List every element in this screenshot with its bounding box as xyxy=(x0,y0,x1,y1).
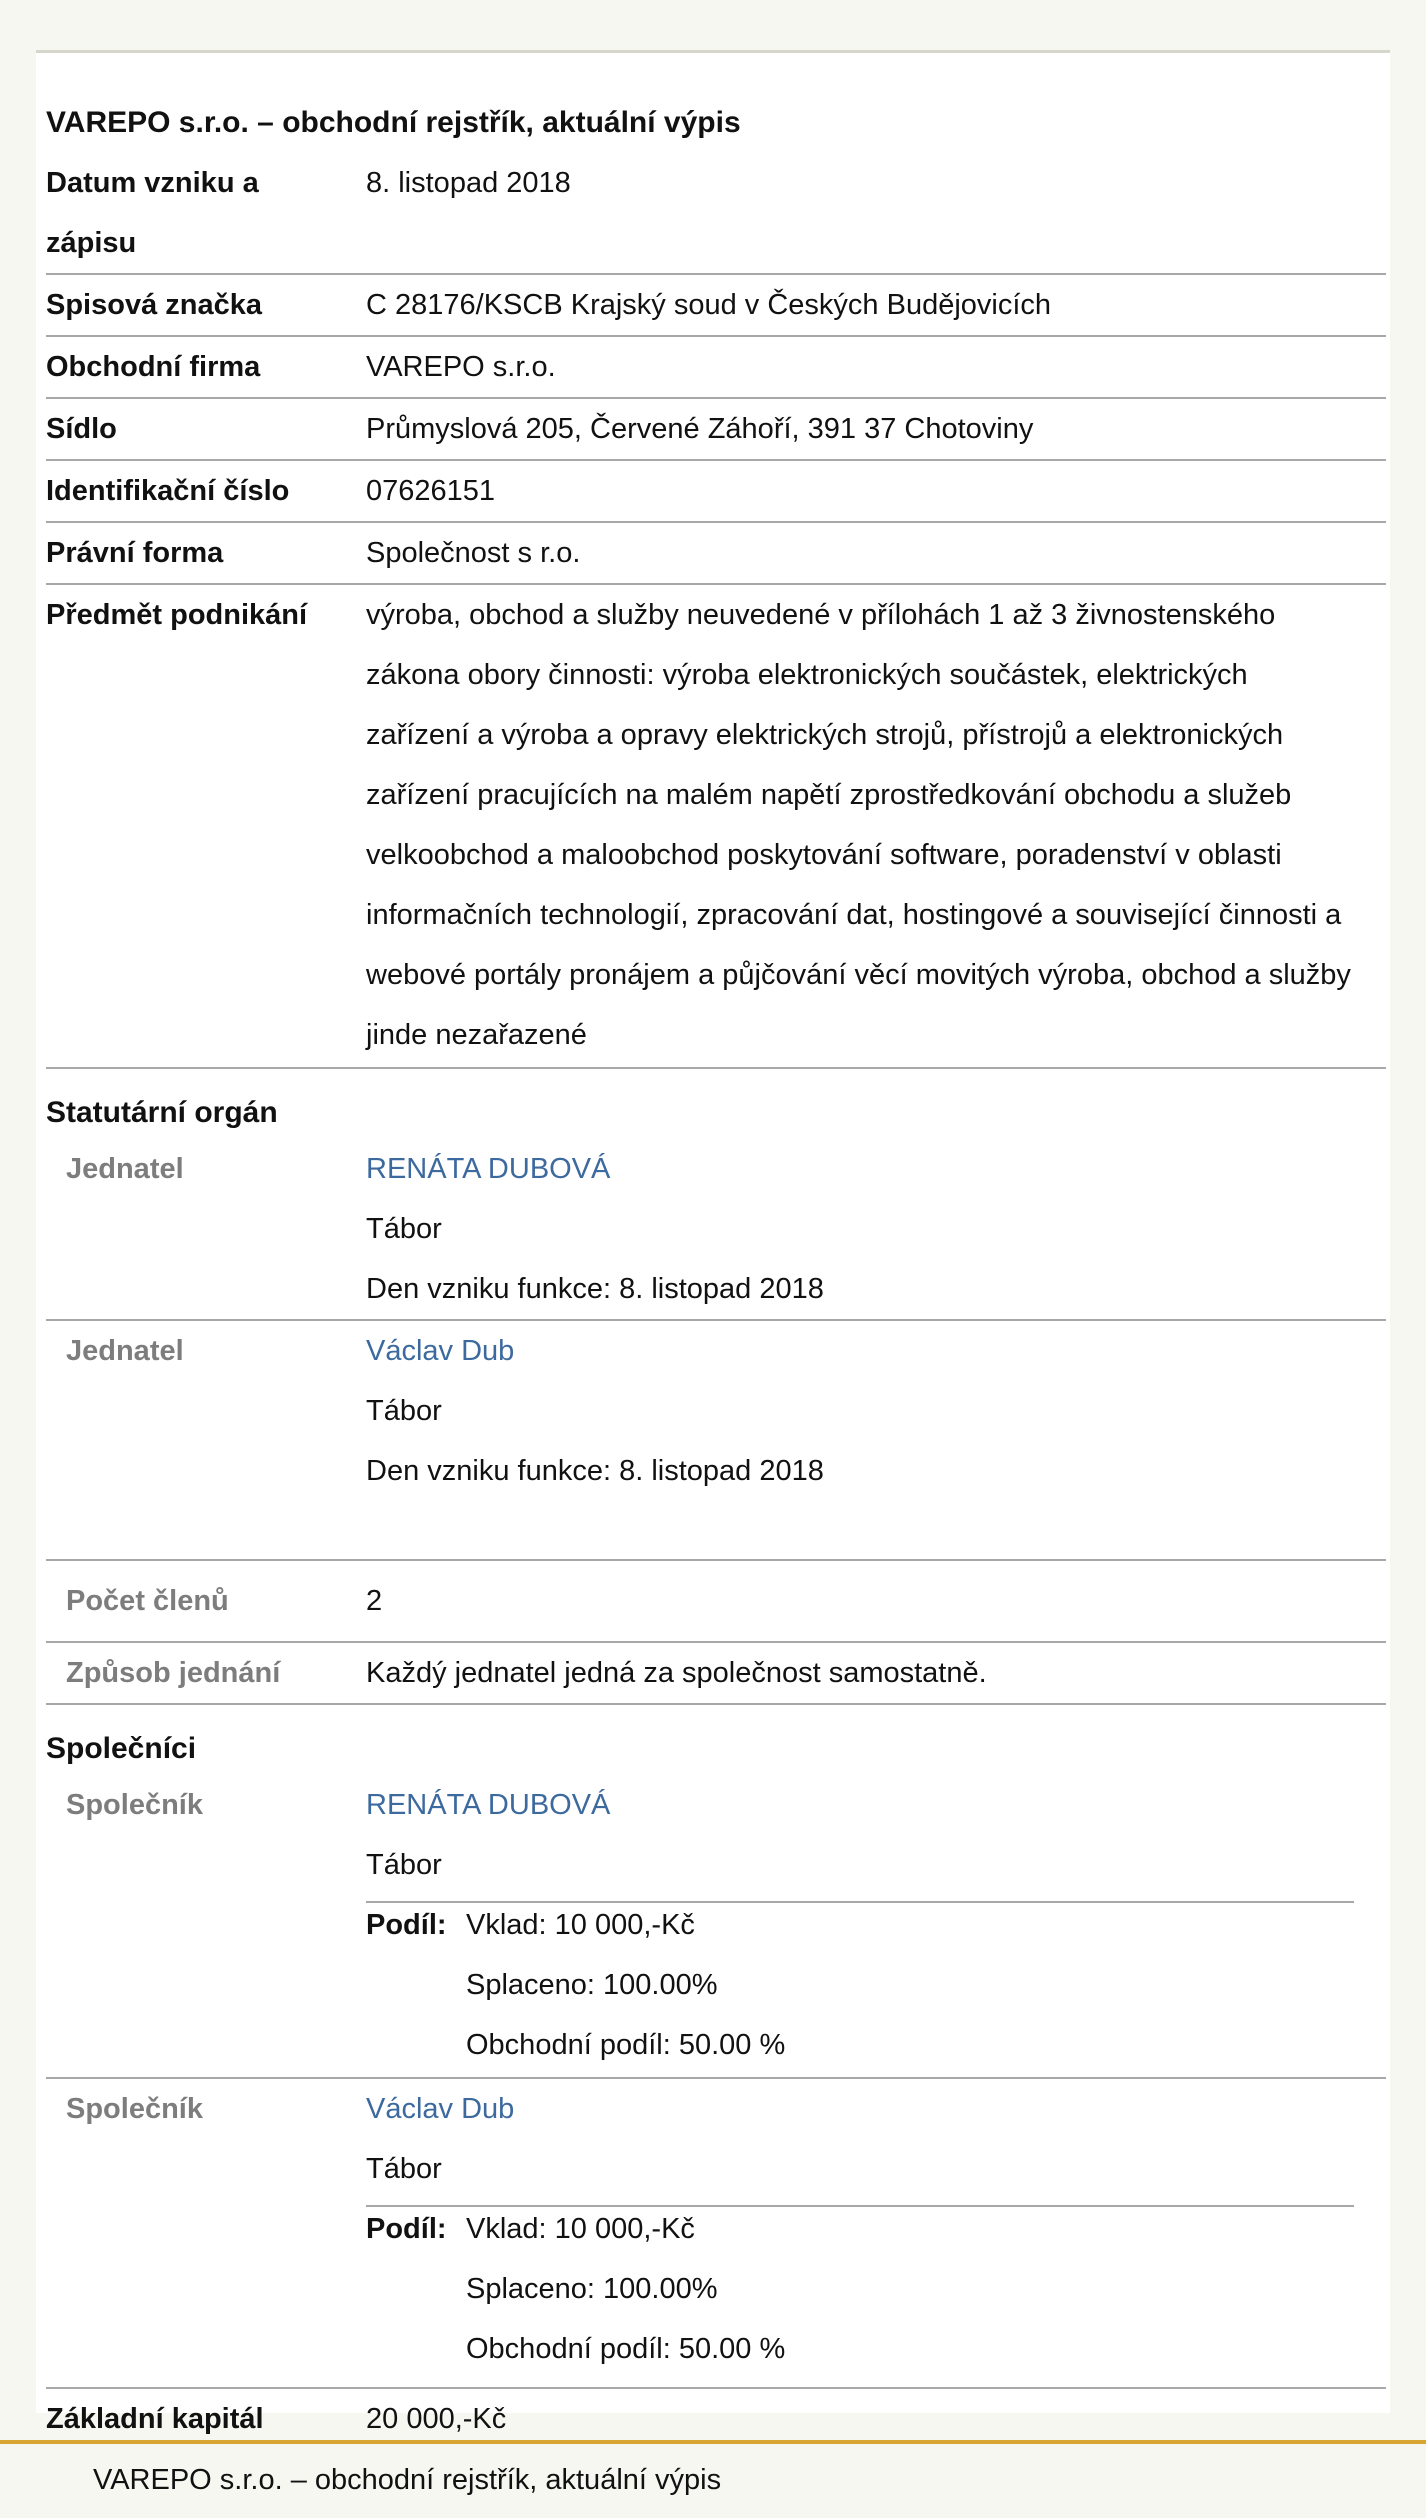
row-spolecnik-1 xyxy=(46,1775,1386,2079)
label-spolecnik: Společník xyxy=(66,1789,203,1821)
value-pocet-clenu: 2 xyxy=(366,1585,383,1617)
label-jednatel: Jednatel xyxy=(66,1335,184,1367)
row-zpusob-jednani xyxy=(46,1643,1386,1705)
row-identifikacni-cislo xyxy=(46,461,1386,523)
predmet-line: informačních technologií, zpracování dat, hostingové a související činnosti a xyxy=(366,899,1342,931)
person-link-renata-dubova[interactable]: RENÁTA DUBOVÁ xyxy=(366,1789,611,1821)
predmet-line: zařízení a výroba a opravy elektrických strojů, přístrojů a elektronických xyxy=(366,719,1284,751)
share-splaceno: Splaceno: 100.00% xyxy=(466,2273,718,2305)
row-spolecnik-2 xyxy=(46,2079,1386,2389)
value-identifikacni-cislo: 07626151 xyxy=(366,475,496,507)
value-datum-vzniku: 8. listopad 2018 xyxy=(366,167,571,199)
row-pravni-forma xyxy=(46,523,1386,585)
row-predmet-podnikani xyxy=(46,585,1386,1069)
function-start-date: Den vzniku funkce: 8. listopad 2018 xyxy=(366,1273,824,1305)
label-identifikacni-cislo: Identifikační číslo xyxy=(46,475,290,507)
row-jednatel-1 xyxy=(46,1139,1386,1321)
row-obchodni-firma xyxy=(46,337,1386,399)
share-vklad: Vklad: 10 000,-Kč xyxy=(466,2213,695,2245)
value-spolecnik-1 xyxy=(366,1775,1386,1895)
value-pravni-forma: Společnost s r.o. xyxy=(366,537,581,569)
page-title: VAREPO s.r.o. – obchodní rejstřík, aktuální výpis xyxy=(46,106,741,139)
value-predmet-podnikani xyxy=(366,585,1386,1065)
person-city: Tábor xyxy=(366,1213,442,1245)
label-datum-vzniku xyxy=(46,153,356,273)
predmet-line: zařízení pracujících na malém napětí zprostředkování obchodu a služeb xyxy=(366,779,1292,811)
value-jednatel-1 xyxy=(366,1139,1386,1319)
value-zpusob-jednani: Každý jednatel jedná za společnost samostatně. xyxy=(366,1657,987,1689)
value-obchodni-firma: VAREPO s.r.o. xyxy=(366,351,556,383)
share-splaceno: Splaceno: 100.00% xyxy=(466,1969,718,2001)
share-vklad: Vklad: 10 000,-Kč xyxy=(466,1909,695,1941)
value-spolecnik-2 xyxy=(366,2079,1386,2199)
value-zakladni-kapital: 20 000,-Kč xyxy=(366,2403,507,2435)
person-link-vaclav-dub[interactable]: Václav Dub xyxy=(366,2093,515,2125)
share-label: Podíl: xyxy=(366,2213,447,2245)
label-jednatel: Jednatel xyxy=(66,1153,184,1185)
share-obchodni-podil: Obchodní podíl: 50.00 % xyxy=(466,2029,786,2061)
person-city: Tábor xyxy=(366,2153,442,2185)
row-datum-vzniku xyxy=(46,153,1386,275)
label-pocet-clenu: Počet členů xyxy=(66,1585,229,1617)
person-city: Tábor xyxy=(366,1395,442,1427)
row-pocet-clenu xyxy=(46,1561,1386,1643)
row-sidlo xyxy=(46,399,1386,461)
value-jednatel-2 xyxy=(366,1321,1386,1501)
value-sidlo: Průmyslová 205, Červené Záhoří, 391 37 Chotoviny xyxy=(366,413,1034,445)
section-heading-spolecnici: Společníci xyxy=(46,1732,197,1765)
register-extract-card xyxy=(36,50,1390,2435)
function-start-date: Den vzniku funkce: 8. listopad 2018 xyxy=(366,1455,824,1487)
predmet-line: výroba, obchod a služby neuvedené v přílohách 1 až 3 živnostenského xyxy=(366,599,1276,631)
share-label: Podíl: xyxy=(366,1909,447,1941)
label-spisova-znacka: Spisová značka xyxy=(46,289,262,321)
label-obchodni-firma: Obchodní firma xyxy=(46,351,261,383)
predmet-line: velkoobchod a maloobchod poskytování software, poradenství v oblasti xyxy=(366,839,1282,871)
predmet-line: jinde nezařazené xyxy=(366,1019,587,1051)
label-spolecnik: Společník xyxy=(66,2093,203,2125)
row-jednatel-2 xyxy=(46,1321,1386,1561)
section-heading-statutarni-organ: Statutární orgán xyxy=(46,1096,278,1129)
label-datum-vzniku-line2: zápisu xyxy=(46,227,137,259)
label-zpusob-jednani: Způsob jednání xyxy=(66,1657,281,1689)
label-sidlo: Sídlo xyxy=(46,413,117,445)
predmet-line: zákona obory činnosti: výroba elektronických součástek, elektrických xyxy=(366,659,1248,691)
predmet-line: webové portály pronájem a půjčování věcí movitých výroba, obchod a služby xyxy=(366,959,1351,991)
row-spisova-znacka xyxy=(46,275,1386,337)
label-datum-vzniku-line1: Datum vzniku a xyxy=(46,167,259,199)
person-city: Tábor xyxy=(366,1849,442,1881)
label-pravni-forma: Právní forma xyxy=(46,537,224,569)
person-link-vaclav-dub[interactable]: Václav Dub xyxy=(366,1335,515,1367)
label-zakladni-kapital: Základní kapitál xyxy=(46,2403,264,2435)
share-values xyxy=(466,2199,785,2379)
footer-title: VAREPO s.r.o. – obchodní rejstřík, aktuální výpis xyxy=(93,2464,722,2496)
page-footer xyxy=(0,2440,1426,2518)
person-link-renata-dubova[interactable]: RENÁTA DUBOVÁ xyxy=(366,1153,611,1185)
share-obchodni-podil: Obchodní podíl: 50.00 % xyxy=(466,2333,786,2365)
share-values xyxy=(466,1895,785,2075)
label-predmet-podnikani: Předmět podnikání xyxy=(46,599,308,631)
value-spisova-znacka: C 28176/KSCB Krajský soud v Českých Budějovicích xyxy=(366,289,1052,321)
